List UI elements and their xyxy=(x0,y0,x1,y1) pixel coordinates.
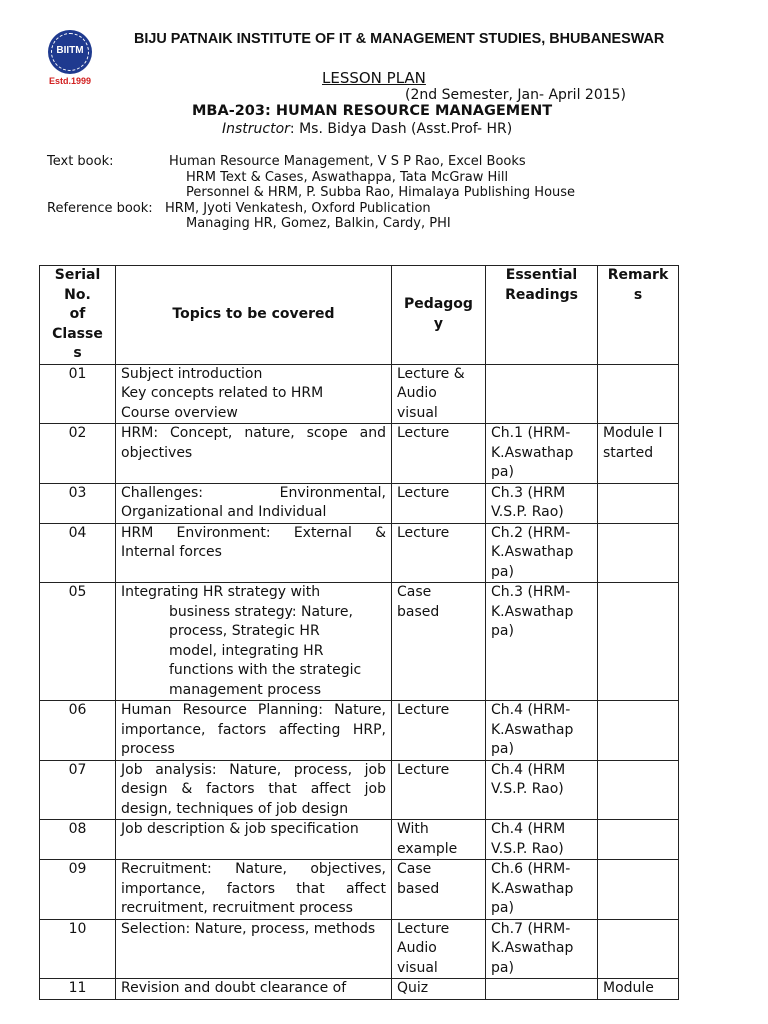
remarks-cell xyxy=(598,483,679,523)
topic-line: management process xyxy=(169,681,322,698)
reading-line: V.S.P. Rao) xyxy=(491,840,564,857)
serial-number-cell: 04 xyxy=(40,523,116,583)
topic-line: Key concepts related to HRM xyxy=(121,385,324,401)
pedagogy-cell xyxy=(392,523,486,583)
header-serial-line: s xyxy=(73,345,82,361)
remarks-cell xyxy=(598,979,679,1000)
topic-cell xyxy=(116,364,392,424)
remarks-cell xyxy=(598,523,679,583)
course-title: MBA-203: HUMAN RESOURCE MANAGEMENT xyxy=(192,103,553,119)
serial-number-cell: 07 xyxy=(40,760,116,820)
serial-number-cell: 06 xyxy=(40,701,116,761)
logo-emblem-icon xyxy=(48,30,92,74)
topic-line: process, Strategic HR xyxy=(169,623,320,639)
remark-line: started xyxy=(603,444,654,461)
pedagogy-line: Case xyxy=(397,861,432,877)
reading-line: Ch.3 (HRM xyxy=(491,484,566,501)
header-serial-line: of xyxy=(69,306,86,322)
table-header-row xyxy=(40,266,679,365)
reading-cell xyxy=(486,919,598,979)
reading-cell xyxy=(486,424,598,484)
reading-line: pa) xyxy=(491,464,514,480)
topic-cell: Human Resource Planning: Nature, importance, factors affecting HRP, process xyxy=(116,701,392,761)
pedagogy-cell xyxy=(392,919,486,979)
pedagogy-line: Lecture & xyxy=(397,365,465,382)
remarks-cell xyxy=(598,583,679,701)
semester-info: (2nd Semester, Jan- April 2015) xyxy=(405,87,627,103)
serial-number-cell: 09 xyxy=(40,860,116,920)
reading-line: Ch.1 (HRM- xyxy=(491,425,571,441)
header-pedagogy-line: Pedagog xyxy=(404,296,473,313)
lesson-plan-table xyxy=(39,265,679,1000)
table-row xyxy=(40,583,679,701)
table-row xyxy=(40,919,679,979)
reading-cell xyxy=(486,701,598,761)
pedagogy-cell xyxy=(392,483,486,523)
reading-cell xyxy=(486,364,598,424)
header-remarks-line: Remark xyxy=(607,267,669,283)
text-book-item: Personnel & HRM, P. Subba Rao, Himalaya Publishing House xyxy=(186,185,576,201)
reading-line: Ch.3 (HRM- xyxy=(491,584,571,600)
reading-line: K.Aswathap xyxy=(491,721,574,738)
table-row xyxy=(40,364,679,424)
remark-line: Module I xyxy=(603,425,663,441)
topic-cell: HRM: Concept, nature, scope and objectives xyxy=(116,424,392,484)
topic-cell: Revision and doubt clearance of xyxy=(116,979,392,1000)
pedagogy-line: Lecture xyxy=(397,425,450,441)
text-book-item: Human Resource Management, V S P Rao, Excel Books xyxy=(169,154,526,169)
pedagogy-line: Lecture xyxy=(397,484,450,501)
header-topics: Topics to be covered xyxy=(116,266,392,365)
reading-line: pa) xyxy=(491,741,514,757)
serial-number-cell: 02 xyxy=(40,424,116,484)
reading-cell xyxy=(486,820,598,860)
pedagogy-line: Quiz xyxy=(397,980,429,996)
pedagogy-line: Lecture xyxy=(397,761,450,778)
reading-line: pa) xyxy=(491,623,514,639)
header-readings-line: Essential xyxy=(505,267,578,283)
instructor-label: Instructor xyxy=(222,121,290,137)
pedagogy-line: example xyxy=(397,840,458,857)
pedagogy-line: visual xyxy=(397,959,438,976)
header-pedagogy-line: y xyxy=(433,315,444,332)
instructor-name: : Ms. Bidya Dash (Asst.Prof- HR) xyxy=(289,121,513,137)
reading-line: pa) xyxy=(491,563,514,580)
header-serial xyxy=(40,266,116,365)
pedagogy-line: visual xyxy=(397,404,438,421)
reading-cell xyxy=(486,523,598,583)
pedagogy-cell xyxy=(392,860,486,920)
reading-line: K.Aswathap xyxy=(491,544,574,560)
topic-cell: Recruitment: Nature, objectives, importance, factors that affect recruitment, recruitment process xyxy=(116,860,392,920)
header-remarks-line: s xyxy=(633,286,643,303)
pedagogy-line: Audio xyxy=(397,385,437,401)
institute-name: BIJU PATNAIK INSTITUTE OF IT & MANAGEMENT STUDIES, BHUBANESWAR xyxy=(134,31,665,47)
reference-book-item: Managing HR, Gomez, Balkin, Cardy, PHI xyxy=(186,216,451,232)
document-title: LESSON PLAN xyxy=(322,69,426,87)
reading-line: V.S.P. Rao) xyxy=(491,781,564,797)
header-serial-line: No. xyxy=(64,286,91,303)
reading-line: Ch.6 (HRM- xyxy=(491,861,571,877)
header-serial-line: Classe xyxy=(52,325,103,342)
instructor-line xyxy=(222,121,512,137)
remarks-cell xyxy=(598,701,679,761)
remark-line: Module xyxy=(603,980,654,996)
pedagogy-line: With xyxy=(397,821,429,837)
topic-cell: Job description & job specification xyxy=(116,820,392,860)
reading-cell xyxy=(486,583,598,701)
reading-cell xyxy=(486,860,598,920)
institute-logo xyxy=(44,30,96,86)
table-row xyxy=(40,860,679,920)
reference-book-label: Reference book: xyxy=(47,200,153,216)
reading-line: K.Aswathap xyxy=(491,940,574,956)
remarks-cell xyxy=(598,919,679,979)
topic-cell: Job analysis: Nature, process, job design & factors that affect job design, techniques of job design xyxy=(116,760,392,820)
pedagogy-line: based xyxy=(397,880,440,897)
reading-line: K.Aswathap xyxy=(491,444,574,461)
reading-line: pa) xyxy=(491,900,514,916)
remarks-cell xyxy=(598,860,679,920)
pedagogy-cell xyxy=(392,424,486,484)
topic-cell xyxy=(116,583,392,701)
header-readings-line: Readings xyxy=(505,286,578,303)
reading-line: pa) xyxy=(491,959,514,976)
topic-cell: HRM Environment: External & Internal forces xyxy=(116,523,392,583)
reading-line: K.Aswathap xyxy=(491,880,574,897)
topic-cell: Challenges: Environmental, Organizational and Individual xyxy=(116,483,392,523)
topic-line: business strategy: Nature, xyxy=(169,603,353,620)
header-readings xyxy=(486,266,598,365)
table-row xyxy=(40,760,679,820)
serial-number-cell: 11 xyxy=(40,979,116,1000)
remarks-cell xyxy=(598,820,679,860)
header-remarks xyxy=(598,266,679,365)
table-row xyxy=(40,701,679,761)
topic-line: Integrating HR strategy with xyxy=(121,584,321,600)
remarks-cell xyxy=(598,364,679,424)
table-row xyxy=(40,979,679,1000)
pedagogy-cell xyxy=(392,979,486,1000)
logo-established: Estd.1999 xyxy=(48,76,92,86)
table-row xyxy=(40,424,679,484)
reading-line: Ch.4 (HRM xyxy=(491,821,566,837)
reading-line: Ch.4 (HRM xyxy=(491,761,566,778)
reading-cell xyxy=(486,979,598,1000)
pedagogy-cell xyxy=(392,701,486,761)
table-row xyxy=(40,483,679,523)
pedagogy-line: Lecture xyxy=(397,920,450,937)
serial-number-cell: 01 xyxy=(40,364,116,424)
remarks-cell xyxy=(598,760,679,820)
remarks-cell xyxy=(598,424,679,484)
reading-line: Ch.4 (HRM- xyxy=(491,702,571,718)
reading-line: Ch.7 (HRM- xyxy=(491,920,571,937)
topic-cell: Selection: Nature, process, methods xyxy=(116,919,392,979)
pedagogy-cell xyxy=(392,760,486,820)
serial-number-cell: 05 xyxy=(40,583,116,701)
reading-cell xyxy=(486,760,598,820)
topic-line: model, integrating HR xyxy=(169,642,324,659)
pedagogy-cell xyxy=(392,820,486,860)
pedagogy-cell xyxy=(392,364,486,424)
table-row xyxy=(40,523,679,583)
text-book-item: HRM Text & Cases, Aswathappa, Tata McGraw Hill xyxy=(186,169,509,185)
table-row xyxy=(40,820,679,860)
pedagogy-line: based xyxy=(397,603,440,620)
pedagogy-line: Audio xyxy=(397,940,437,956)
reading-line: K.Aswathap xyxy=(491,603,574,620)
header-serial-line: Serial xyxy=(54,267,101,283)
pedagogy-line: Case xyxy=(397,584,432,600)
reading-cell xyxy=(486,483,598,523)
pedagogy-cell xyxy=(392,583,486,701)
topic-line: functions with the strategic xyxy=(169,662,362,678)
pedagogy-line: Lecture xyxy=(397,702,450,718)
topic-line: Course overview xyxy=(121,404,238,421)
pedagogy-line: Lecture xyxy=(397,524,450,541)
logo-text: BIITM xyxy=(56,45,84,56)
reference-book-item: HRM, Jyoti Venkatesh, Oxford Publication xyxy=(165,200,431,216)
reading-line: Ch.2 (HRM- xyxy=(491,524,571,541)
topic-line: Subject introduction xyxy=(121,365,263,382)
text-book-label: Text book: xyxy=(47,154,114,169)
serial-number-cell: 03 xyxy=(40,483,116,523)
serial-number-cell: 10 xyxy=(40,919,116,979)
serial-number-cell: 08 xyxy=(40,820,116,860)
header-pedagogy xyxy=(392,266,486,365)
reading-line: V.S.P. Rao) xyxy=(491,504,564,520)
